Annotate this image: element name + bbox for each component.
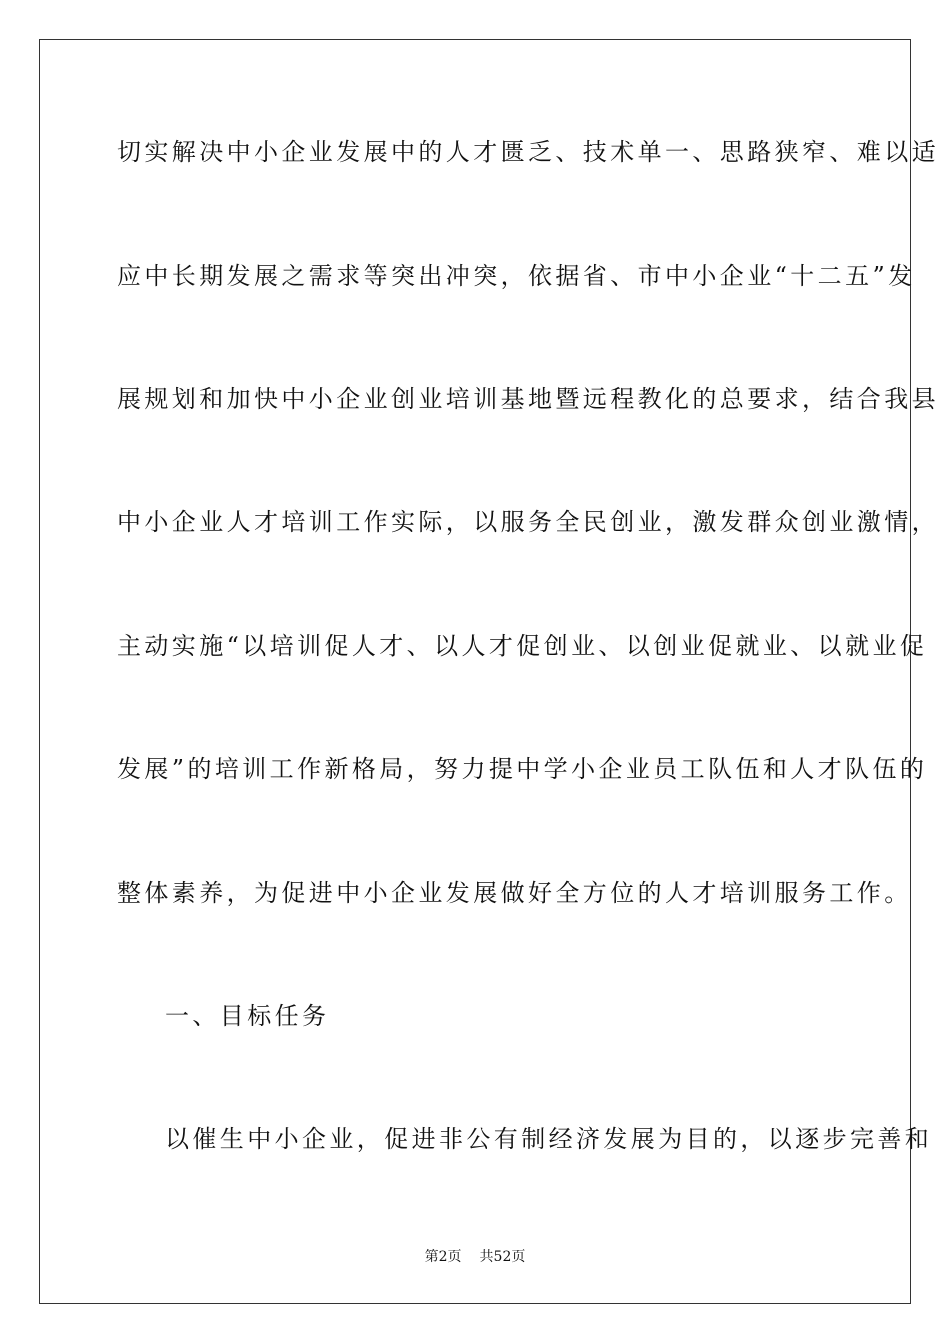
- total-pages: 共52页: [479, 1249, 526, 1265]
- page-border: [39, 39, 939, 1304]
- body-text-line: 主动实施“以培训促人才、以人才促创业、以创业促就业、以就业促: [117, 632, 928, 660]
- body-text-line: 中小企业人才培训工作实际，以服务全民创业，激发群众创业激情，: [117, 508, 939, 536]
- body-text-line: 整体素养，为促进中小企业发展做好全方位的人才培训服务工作。: [117, 879, 912, 907]
- page-number: 第2页: [424, 1249, 462, 1265]
- paragraph-first-line: 以催生中小企业，促进非公有制经济发展为目的，以逐步完善和: [165, 1125, 933, 1153]
- page-footer: [0, 1248, 950, 1266]
- section-heading: 一、目标任务: [165, 1002, 330, 1030]
- body-text-line: 展规划和加快中小企业创业培训基地暨远程教化的总要求，结合我县: [117, 385, 939, 413]
- body-text-line: 发展”的培训工作新格局，努力提中学小企业员工队伍和人才队伍的: [117, 755, 928, 783]
- body-text-line: 切实解决中小企业发展中的人才匮乏、技术单一、思路狭窄、难以适: [117, 138, 939, 166]
- body-text-line: 应中长期发展之需求等突出冲突，依据省、市中小企业“十二五”发: [117, 262, 916, 290]
